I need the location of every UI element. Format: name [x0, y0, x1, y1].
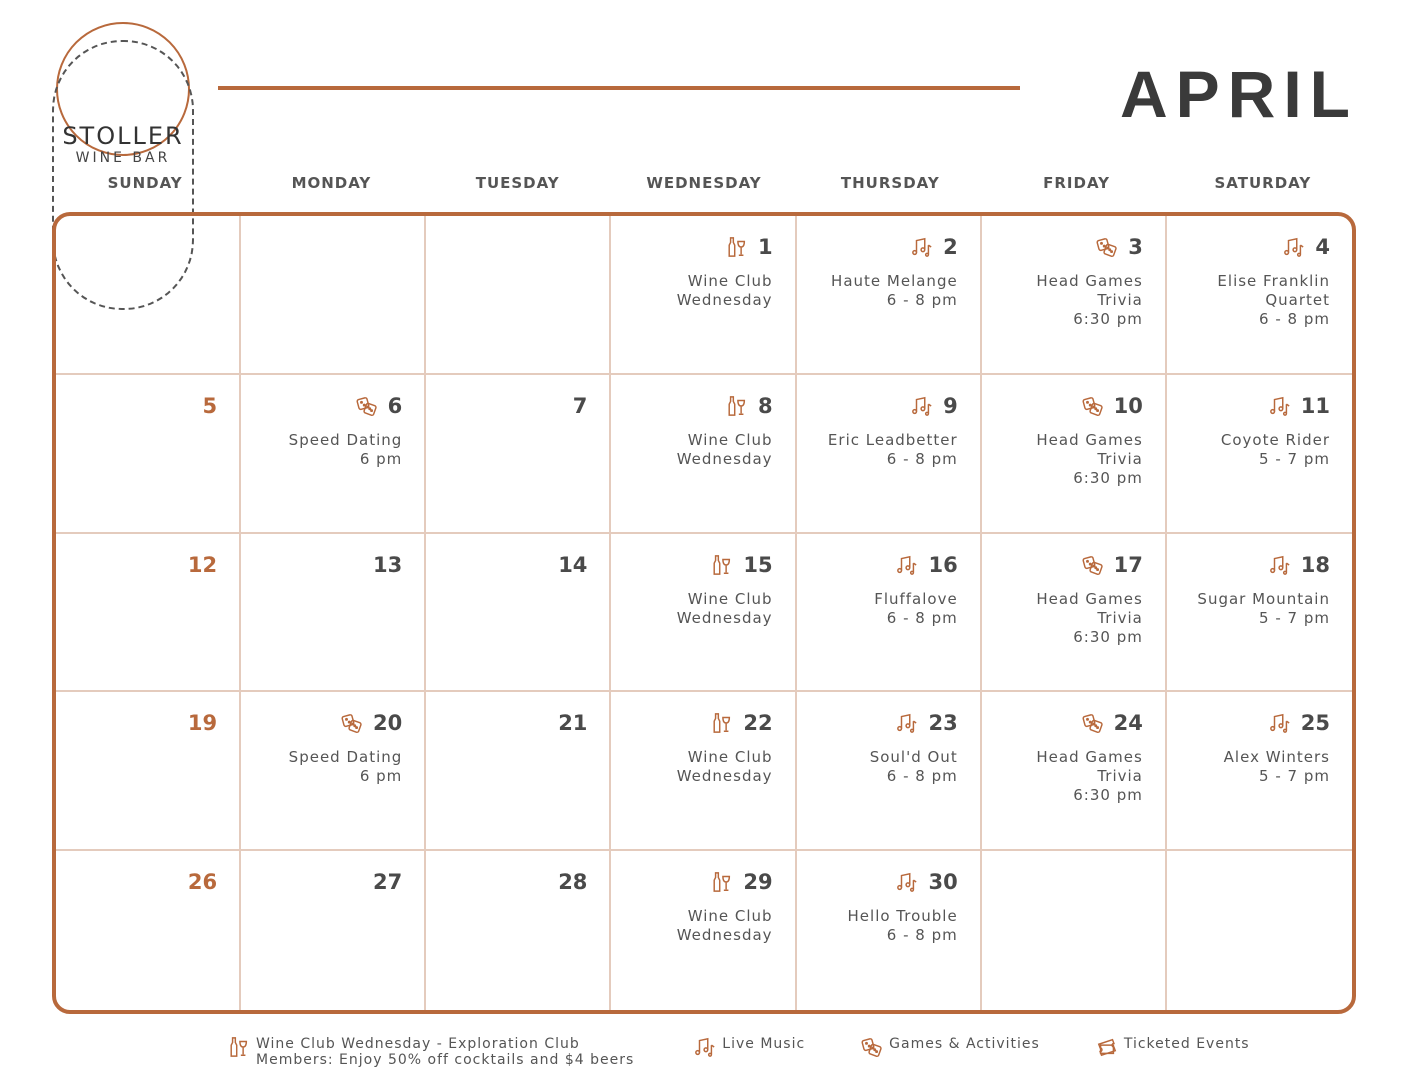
- empty-cell: [982, 851, 1167, 1010]
- event[interactable]: [621, 748, 772, 786]
- weekday-wednesday: WEDNESDAY: [646, 174, 762, 192]
- event-line: Wine Club: [687, 748, 773, 767]
- event-line: Elise Franklin: [1217, 272, 1330, 290]
- event-line: Soul'd Out: [869, 748, 958, 767]
- event[interactable]: [992, 272, 1143, 329]
- event[interactable]: [621, 431, 772, 469]
- day-cell-15: [611, 534, 796, 693]
- event-line: Wine Club: [687, 430, 773, 449]
- event-line: 5 - 7 pm: [1259, 449, 1330, 468]
- event-line: Speed Dating: [288, 748, 403, 767]
- legend-label: [1124, 1036, 1250, 1052]
- day-header: [66, 708, 217, 738]
- legend-item-games: [861, 1036, 1040, 1068]
- day-number: 2: [943, 235, 958, 259]
- legend-label: [889, 1036, 1040, 1052]
- month-title: APRIL: [1120, 57, 1358, 131]
- day-cell-21: [426, 692, 611, 851]
- music-icon: [1269, 395, 1291, 417]
- day-number: 13: [373, 552, 403, 577]
- event-line: Head Games: [1036, 430, 1143, 449]
- day-cell-22: [611, 692, 796, 851]
- event[interactable]: [992, 590, 1143, 647]
- day-header: [807, 232, 958, 262]
- event-line: Hello Trouble: [847, 907, 958, 926]
- day-number: 19: [187, 711, 218, 736]
- weekday-saturday: SATURDAY: [1214, 174, 1312, 192]
- day-header: [251, 708, 402, 738]
- day-cell-7: [426, 375, 611, 534]
- event[interactable]: [1177, 590, 1330, 628]
- games-icon: [1082, 712, 1104, 734]
- day-number: 26: [187, 870, 218, 895]
- day-cell-24: [982, 692, 1167, 851]
- event-line: 6 - 8 pm: [886, 767, 958, 786]
- day-cell-2: [797, 216, 982, 375]
- event[interactable]: [992, 748, 1143, 805]
- day-header: [807, 391, 958, 421]
- event-line: 6 - 8 pm: [886, 926, 958, 945]
- day-number: 5: [202, 393, 218, 418]
- legend-line: Members: Enjoy 50% off cocktails and $4 beers: [256, 1052, 635, 1068]
- legend-line: Live Music: [722, 1036, 806, 1052]
- empty-cell: [56, 216, 241, 375]
- event[interactable]: [1177, 272, 1330, 329]
- event[interactable]: [1177, 431, 1330, 469]
- day-cell-11: [1167, 375, 1352, 534]
- wine-icon: [711, 871, 733, 893]
- day-cell-20: [241, 692, 426, 851]
- day-number: 22: [743, 711, 773, 736]
- ticket-icon: [1096, 1036, 1118, 1058]
- day-cell-10: [982, 375, 1167, 534]
- event-line: Wednesday: [676, 926, 773, 945]
- day-header: [251, 550, 402, 580]
- event-line: Trivia: [1097, 608, 1143, 627]
- day-number: 23: [928, 711, 958, 736]
- day-cell-25: [1167, 692, 1352, 851]
- event-line: Sugar Mountain: [1197, 589, 1330, 608]
- day-header: [1177, 708, 1330, 738]
- empty-cell: [241, 216, 426, 375]
- event-line: 6 pm: [359, 449, 403, 468]
- event-line: Wednesday: [676, 291, 773, 309]
- event[interactable]: [621, 272, 772, 310]
- day-header: [436, 550, 587, 580]
- event[interactable]: [1177, 748, 1330, 786]
- day-header: [992, 550, 1143, 580]
- music-icon: [1269, 712, 1291, 734]
- legend-item-music: [694, 1036, 805, 1068]
- event-line: 5 - 7 pm: [1259, 608, 1330, 627]
- day-cell-12: [56, 534, 241, 693]
- event-line: Haute Melange: [831, 272, 958, 290]
- day-number: 16: [928, 552, 958, 577]
- day-number: 14: [558, 552, 588, 577]
- wine-icon: [726, 395, 748, 417]
- event[interactable]: [621, 590, 772, 628]
- weekday-friday: FRIDAY: [1043, 174, 1110, 192]
- day-cell-3: [982, 216, 1167, 375]
- logo-subtitle: WINE BAR: [75, 150, 171, 166]
- wine-icon: [711, 712, 733, 734]
- event-line: Alex Winters: [1223, 748, 1330, 767]
- header-divider: [218, 86, 1020, 90]
- games-icon: [341, 712, 363, 734]
- games-icon: [861, 1036, 883, 1058]
- day-cell-19: [56, 692, 241, 851]
- day-cell-4: [1167, 216, 1352, 375]
- day-number: 15: [743, 552, 773, 577]
- day-cell-5: [56, 375, 241, 534]
- day-number: 8: [757, 393, 773, 418]
- event-line: Head Games: [1036, 748, 1143, 767]
- day-header: [807, 708, 958, 738]
- day-number: 10: [1113, 393, 1143, 418]
- legend: [228, 1036, 1250, 1068]
- music-icon: [1269, 554, 1291, 576]
- weekday-tuesday: TUESDAY: [475, 174, 560, 192]
- day-header: [621, 391, 772, 421]
- day-cell-18: [1167, 534, 1352, 693]
- empty-cell: [1167, 851, 1352, 1010]
- logo-name: STOLLER: [62, 122, 184, 150]
- event-line: Wine Club: [687, 272, 773, 290]
- weekday-monday: MONDAY: [291, 174, 372, 192]
- day-header: [621, 867, 772, 897]
- music-icon: [1283, 236, 1305, 258]
- day-cell-14: [426, 534, 611, 693]
- day-cell-30: [797, 851, 982, 1010]
- event-line: 5 - 7 pm: [1259, 767, 1330, 786]
- day-header: [66, 391, 217, 421]
- event-line: 6 - 8 pm: [886, 608, 958, 627]
- event-line: Trivia: [1097, 767, 1143, 786]
- event-line: Head Games: [1036, 272, 1143, 290]
- day-number: 1: [757, 235, 773, 259]
- music-icon: [911, 395, 933, 417]
- day-header: [992, 391, 1143, 421]
- day-header: [807, 550, 958, 580]
- day-header: [436, 708, 587, 738]
- event-line: 6 - 8 pm: [886, 449, 958, 468]
- legend-line: Ticketed Events: [1123, 1036, 1250, 1052]
- day-number: 17: [1113, 552, 1143, 577]
- event[interactable]: [807, 431, 958, 469]
- event[interactable]: [807, 907, 958, 945]
- event-line: Wednesday: [676, 449, 773, 468]
- day-number: 28: [558, 870, 588, 895]
- day-header: [1177, 391, 1330, 421]
- event-line: Coyote Rider: [1220, 430, 1330, 449]
- music-icon: [896, 554, 918, 576]
- day-number: 3: [1128, 235, 1143, 259]
- event-line: 6 - 8 pm: [886, 291, 958, 309]
- day-number: 20: [373, 711, 403, 736]
- event[interactable]: [621, 907, 772, 945]
- wine-icon: [228, 1036, 250, 1058]
- day-cell-8: [611, 375, 796, 534]
- legend-label: [722, 1036, 805, 1052]
- event-line: Wine Club: [687, 589, 773, 608]
- day-header: [992, 708, 1143, 738]
- day-number: 18: [1300, 552, 1330, 577]
- wine-icon: [711, 554, 733, 576]
- event-line: 6 pm: [359, 767, 403, 786]
- day-cell-16: [797, 534, 982, 693]
- day-number: 4: [1315, 235, 1330, 259]
- day-header: [251, 867, 402, 897]
- games-icon: [1082, 395, 1104, 417]
- legend-item-ticket: [1096, 1036, 1250, 1068]
- event[interactable]: [807, 590, 958, 628]
- music-icon: [911, 236, 933, 258]
- event-line: Eric Leadbetter: [827, 430, 958, 449]
- calendar-grid: [52, 212, 1356, 1014]
- day-number: 21: [558, 711, 588, 736]
- games-icon: [1096, 236, 1118, 258]
- event-line: 6 - 8 pm: [1259, 310, 1330, 328]
- day-cell-6: [241, 375, 426, 534]
- weekday-sunday: SUNDAY: [107, 174, 183, 192]
- event-line: 6:30 pm: [1073, 627, 1143, 646]
- day-header: [436, 391, 587, 421]
- day-header: [251, 391, 402, 421]
- event-line: Trivia: [1097, 291, 1143, 309]
- event[interactable]: [251, 748, 402, 786]
- day-cell-9: [797, 375, 982, 534]
- event-line: Wednesday: [676, 767, 773, 786]
- games-icon: [356, 395, 378, 417]
- day-cell-13: [241, 534, 426, 693]
- weekday-thursday: THURSDAY: [840, 174, 940, 192]
- event-line: Speed Dating: [288, 430, 403, 449]
- day-cell-27: [241, 851, 426, 1010]
- day-cell-17: [982, 534, 1167, 693]
- event-line: 6:30 pm: [1073, 468, 1143, 487]
- legend-line: Wine Club Wednesday - Exploration Club: [256, 1036, 580, 1052]
- event[interactable]: [807, 748, 958, 786]
- day-header: [621, 232, 772, 262]
- day-number: 29: [743, 870, 773, 895]
- day-header: [992, 232, 1143, 262]
- day-number: 6: [387, 393, 403, 418]
- day-cell-28: [426, 851, 611, 1010]
- day-number: 12: [187, 552, 218, 577]
- day-header: [807, 867, 958, 897]
- day-cell-23: [797, 692, 982, 851]
- legend-item-wine: [228, 1036, 634, 1068]
- event[interactable]: [807, 272, 958, 310]
- day-header: [1177, 550, 1330, 580]
- music-icon: [896, 712, 918, 734]
- weekday-header: [52, 174, 1356, 192]
- event-line: Wine Club: [687, 907, 773, 926]
- event-line: Quartet: [1265, 291, 1330, 309]
- event-line: 6:30 pm: [1073, 310, 1143, 328]
- day-cell-29: [611, 851, 796, 1010]
- games-icon: [1082, 554, 1104, 576]
- day-number: 30: [928, 870, 958, 895]
- event[interactable]: [251, 431, 402, 469]
- legend-line: Games & Activities: [889, 1036, 1040, 1052]
- day-number: 27: [373, 870, 403, 895]
- music-icon: [896, 871, 918, 893]
- day-number: 24: [1113, 711, 1143, 736]
- empty-cell: [426, 216, 611, 375]
- legend-label: [256, 1036, 634, 1068]
- event-line: Head Games: [1036, 589, 1143, 608]
- day-number: 9: [943, 393, 958, 418]
- day-header: [66, 867, 217, 897]
- day-cell-1: [611, 216, 796, 375]
- day-number: 11: [1300, 393, 1330, 418]
- day-header: [1177, 232, 1330, 262]
- day-header: [436, 867, 587, 897]
- day-header: [621, 550, 772, 580]
- day-cell-26: [56, 851, 241, 1010]
- music-icon: [694, 1036, 716, 1058]
- day-header: [66, 550, 217, 580]
- day-header: [621, 708, 772, 738]
- event-line: 6:30 pm: [1073, 786, 1143, 805]
- wine-icon: [726, 236, 748, 258]
- event-line: Fluffalove: [874, 589, 958, 608]
- day-number: 7: [572, 393, 588, 418]
- day-number: 25: [1300, 711, 1330, 736]
- event-line: Trivia: [1097, 449, 1143, 468]
- event-line: Wednesday: [676, 608, 773, 627]
- event[interactable]: [992, 431, 1143, 488]
